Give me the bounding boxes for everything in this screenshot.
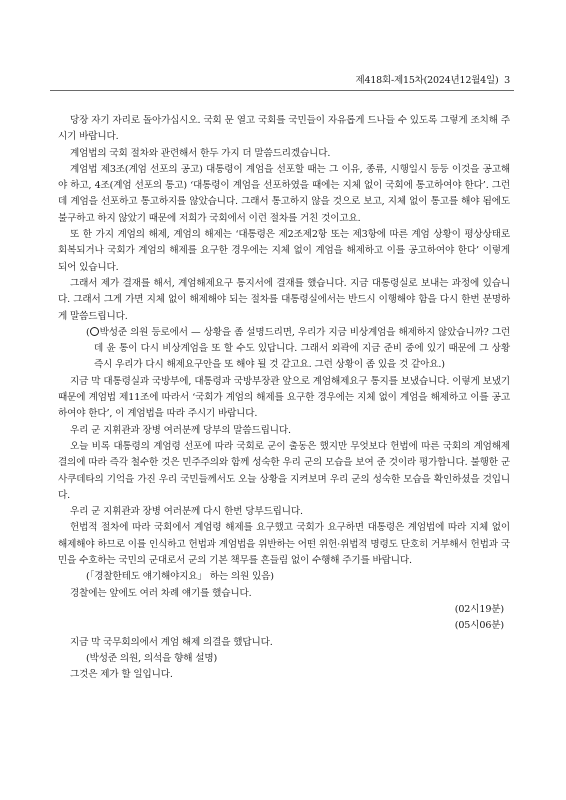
paragraph: 그것은 제가 할 일입니다. bbox=[70, 669, 173, 681]
floor-note: (박성준 의원, 의석을 향해 설명) bbox=[86, 652, 218, 664]
paragraph: 또 한 가지 계엄의 해제, 계엄의 해제는 ‘대통령은 제2조제2항 또는 제3항에 따른 계엄 상황이 평상상태로 회복되거나 국회가 계엄의 해제를 요구한 경우에는 지체 없이 계엄을 해제하고 이를 공고하여야 한다’ 이렇게 되어 있습니다. bbox=[58, 229, 510, 273]
issue-info: 제418회-제15차(2024년12월4일) bbox=[355, 75, 499, 86]
paragraph: 당장 자기 자리로 돌아가십시오. 국회 문 열고 국회를 국민들이 자유롭게 드나들 수 있도록 그렇게 조치해 주시기 바랍니다. bbox=[58, 115, 510, 143]
paragraph: 헌법적 절차에 따라 국회에서 계엄령 해제를 요구했고 국회가 요구하면 대통령은 계엄법에 따라 지체 없이 해제해야 하므로 이를 인식하고 헌법과 계엄법을 위반하는 어떤 위헌·위법적 명령도 단호히 거부해서 헌법과 국민을 수호하는 국민의 군대로서 군의 기본 책무를 흔들림 없이 수행해 주기를 바랍니다. bbox=[58, 522, 510, 567]
header-divider bbox=[50, 90, 514, 91]
paragraph: 지금 막 국무회의에서 계엄 해제 의결을 했답니다. bbox=[70, 636, 273, 648]
paragraph: 지금 막 대통령실과 국방부에, 대통령과 국방부장관 앞으로 계엄해제요구 통지를 보냈습니다. 이렇게 보냈기 때문에 계엄법 제11조에 따라서 ‘국회가 계엄의 해제를 요구한 경우에는 지체 없이 계엄을 해제하고 이를 공고하여야 한다’, 이 계엄법을 따라 주시기 바랍니다. bbox=[58, 375, 510, 420]
floor-note: (「경찰한테도 얘기해야지요」 하는 의원 있음) bbox=[86, 571, 274, 583]
paragraph: 그래서 제가 결재를 해서, 계엄해제요구 통지서에 결재를 했습니다. 지금 대통령실로 보내는 과정에 있습니다. 그래서 그게 가면 지체 없이 해제해야 되는 절차를 대통령실에서는 반드시 이행해야 함을 다시 한번 분명하게 말씀드립니다. bbox=[58, 277, 510, 322]
paragraph: 오늘 비록 대통령의 계엄령 선포에 따라 국회로 군이 출동은 했지만 무엇보다 헌법에 따른 국회의 계엄해제 결의에 따라 즉각 철수한 것은 민주주의와 함께 성숙한 우리 군의 모습을 보여 준 것이라 평가합니다. 불행한 군사쿠데타의 기억을 가진 우리 국민들께서도 오늘 상황을 지켜보며 우리 군의 성숙한 모습을 확인하셨을 것입니다. bbox=[58, 440, 510, 501]
paragraph: 우리 군 지휘관과 장병 여러분께 당부의 말씀드립니다. bbox=[70, 424, 291, 436]
page-number: 3 bbox=[504, 75, 510, 86]
timestamp: (02시19분) bbox=[454, 603, 504, 615]
paragraph: 계엄법의 국회 절차와 관련해서 한두 가지 더 말씀드리겠습니다. bbox=[70, 147, 331, 159]
inset-remark-text: 박성준 의원 등로에서 — 상황을 좀 설명드리면, 우리가 지금 비상계엄을 해제하지 않았습니까? 그런데 윤 통이 다시 비상계엄을 또 할 수도 있답니다. 그래서 외곽에 지금 준비 중에 있기 때문에 그 상황 즉시 우리가 다시 해제요구안을 또 해야 될 것 같고요. 그런 상황이 좀 있을 것 같아요.) bbox=[94, 326, 510, 371]
timestamp: (05시06분) bbox=[454, 620, 504, 632]
inset-open-paren: ( bbox=[86, 326, 90, 338]
speaker-circle-icon bbox=[90, 327, 99, 336]
paragraph: 계엄법 제3조(계엄 선포의 공고) 대통령이 계엄을 선포할 때는 그 이유, 종류, 시행일시 등등 이것을 공고해야 하고, 4조(계엄 선포의 통고) ‘대통령이 계엄을 선포하였을 때에는 지체 없이 국회에 통고하여야 한다’. 그런데 계엄을 선포하고 통고하지를 않았습니다. 그래서 통고하지 않을 것으로 보고, 지체 없이 통고를 해야 됨에도 불구하고 하지 않았기 때문에 저희가 국회에서 이런 절차를 거친 것이고요. bbox=[58, 163, 510, 224]
page-header bbox=[356, 72, 511, 86]
paragraph: 우리 군 지휘관과 장병 여러분께 다시 한번 당부드립니다. bbox=[70, 506, 303, 518]
transcript-body bbox=[58, 113, 510, 683]
paragraph: 경찰에는 앞에도 여러 차례 얘기를 했습니다. bbox=[70, 587, 252, 599]
inset-remark bbox=[86, 325, 510, 374]
